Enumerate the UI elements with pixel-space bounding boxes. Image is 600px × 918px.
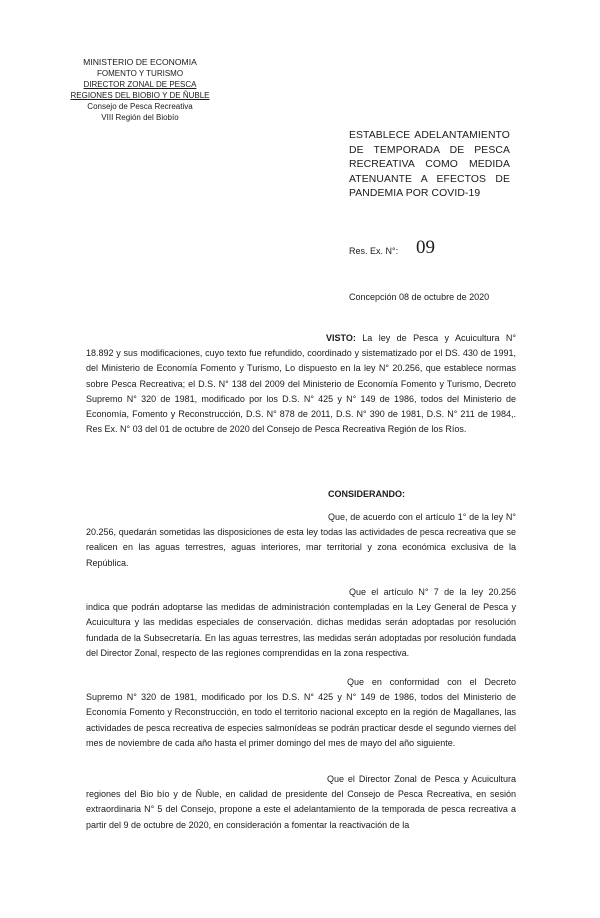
considerando-paragraph-3: Que en conformidad con el Decreto Supremo N° 320 de 1981, modificado por los D.S. N° 425 y N° 149 de 1986, todos del Ministerio de Economía Fomento y Reconstrucción, en todo el territorio nacional excepto en la región de Magallanes, las actividades de pesca recreativa de especies salmonídeas se podrán practicar desde el segundo viernes del mes de noviembre de cada año hasta el primer domingo del mes de mayo del año siguiente. xyxy=(86,677,516,748)
letterhead xyxy=(60,57,220,123)
resolution-number xyxy=(349,237,435,258)
considerando-paragraph-1: Que, de acuerdo con el artículo 1° de la ley N° 20.256, quedarán sometidas las disposiciones de esta ley todas las actividades de pesca recreativa que se realicen en las aguas terrestres, aguas interiores, mar territorial y zona económica exclusiva de la República. xyxy=(86,512,516,568)
considerando-paragraph-2: Que el artículo N° 7 de la ley 20.256 indica que podrán adoptarse las medidas de administración contempladas en la Ley General de Pesca y Acuicultura y las medidas especiales de conservación. dichas medidas serán adoptadas por resolución fundada de la Subsecretaría. En las aguas terrestres, las medidas serán adoptadas por resolución fundada del Director Zonal, respecto de las regiones comprendidas en la zona respectiva. xyxy=(86,587,516,658)
visto-label: VISTO: xyxy=(326,333,356,343)
resolution-date: Concepción 08 de octubre de 2020 xyxy=(349,292,490,302)
resolution-title: ESTABLECE ADELANTAMIENTO DE TEMPORADA DE PESCA RECREATIVA COMO MEDIDA ATENUANTE A EFECTOS DE PANDEMIA POR COVID-19 xyxy=(349,130,510,200)
region-name: VIII Región del Biobío xyxy=(101,113,179,122)
res-ex-label: Res. Ex. N°: xyxy=(349,246,399,256)
ministry-name: MINISTERIO DE ECONOMIA xyxy=(83,57,197,67)
ministry-subtitle: FOMENTO Y TURISMO xyxy=(96,69,184,78)
regions: REGIONES DEL BIOBIO Y DE ÑUBLE xyxy=(70,91,210,100)
res-ex-number: 09 xyxy=(416,237,435,258)
visto-text: La ley de Pesca y Acuicultura N° 18.892 y sus modificaciones, cuyo texto fue refundido, coordinado y sistematizado por el DS. 430 de 1991, del Ministerio de Economía Fomento y Turismo, Lo dispuesto en la ley N° 20.256, que establece normas sobre Pesca Recreativa; el D.S. N° 138 del 2009 del Ministerio de Economía Fomento y Turismo, Decreto Supremo N° 320 de 1981, modificado por los D.S. N° 425 y N° 149 de 1986, todos del Ministerio de Economía, Fomento y Reconstrucción, D.S. N° 878 de 2011, D.S. N° 390 de 1981, D.S. N° 211 de 1984,. Res Ex. N° 03 del 01 de octubre de 2020 del Consejo de Pesca Recreativa Región de los Ríos. xyxy=(86,333,516,435)
council-name: Consejo de Pesca Recreativa xyxy=(87,102,193,111)
considerando-paragraph-4: Que el Director Zonal de Pesca y Acuicultura regiones del Bio bío y de Ñuble, en calidad de presidente del Consejo de Pesca Recreativa, en sesión extraordinaria N° 5 del Consejo, propone a este el adelantamiento de la temporada de pesca recreativa a partir del 9 de octubre de 2020, en consideración a fomentar la reactivación de la xyxy=(86,774,516,830)
visto-paragraph xyxy=(86,331,516,437)
considerando-heading: CONSIDERANDO: xyxy=(328,489,406,499)
director-zonal: DIRECTOR ZONAL DE PESCA xyxy=(83,80,197,89)
